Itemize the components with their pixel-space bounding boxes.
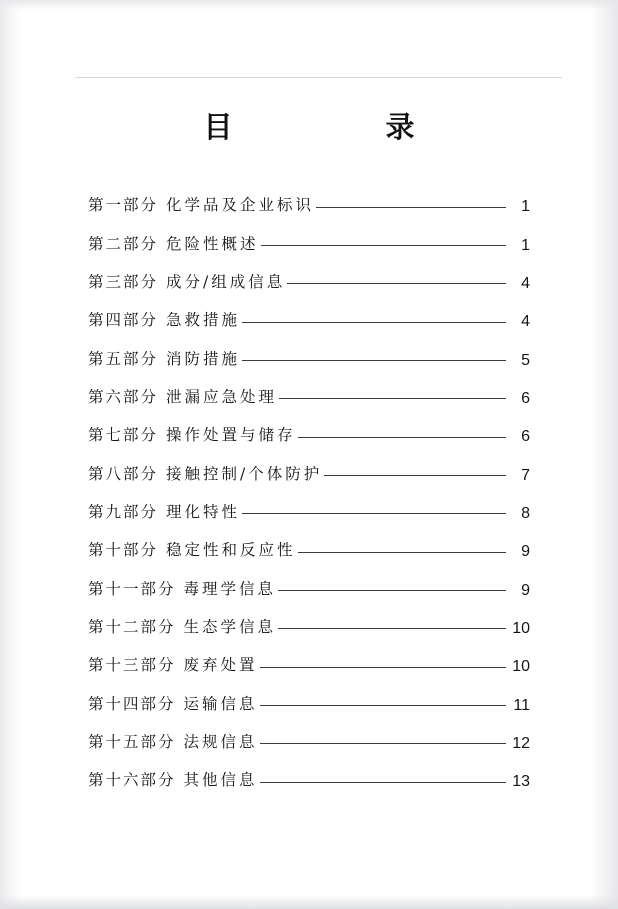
toc-section-name: 危险性概述	[166, 234, 259, 253]
toc-part-label: 第七部分	[88, 426, 159, 445]
toc-section-name: 操作处置与储存	[166, 426, 296, 445]
toc-entry-9	[88, 493, 530, 531]
toc-page-number: 10	[512, 619, 530, 637]
toc-page-number: 1	[521, 236, 530, 254]
toc-part-label: 第十六部分	[88, 771, 176, 790]
toc-part-label: 第十五部分	[88, 732, 176, 751]
toc-page-number: 13	[512, 773, 530, 791]
toc-entry-15	[88, 723, 530, 761]
toc-page-number: 5	[521, 351, 530, 369]
toc-section-name: 稳定性和反应性	[166, 541, 296, 560]
toc-leader-line	[242, 360, 506, 361]
toc-leader-line	[298, 437, 506, 438]
toc-page-number: 4	[521, 313, 530, 331]
header-rule	[75, 77, 562, 78]
toc-section-name: 理化特性	[166, 502, 241, 521]
toc-page-number: 8	[521, 504, 530, 522]
toc-leader-line	[242, 513, 506, 514]
toc-entry-8	[88, 454, 530, 492]
toc-entry-14	[88, 684, 530, 722]
toc-part-label: 第一部分	[88, 196, 159, 215]
toc-page-number: 9	[521, 543, 530, 561]
toc-leader-line	[287, 283, 506, 284]
toc-leader-line	[278, 590, 506, 591]
toc-leader-line	[278, 628, 506, 629]
toc-leader-line	[260, 667, 506, 668]
toc-entry-3	[88, 263, 530, 301]
toc-leader-line	[260, 705, 506, 706]
page-top-shadow	[0, 0, 618, 10]
toc-entry-16	[88, 761, 530, 799]
toc-leader-line	[279, 398, 506, 399]
page-bottom-shadow	[0, 895, 618, 909]
toc-page-number: 1	[521, 198, 530, 216]
toc-page-number: 6	[521, 389, 530, 407]
toc-leader-line	[316, 207, 506, 208]
toc-section-name: 其他信息	[183, 771, 258, 790]
toc-part-label: 第十二部分	[88, 617, 176, 636]
toc-section-name: 法规信息	[183, 732, 258, 751]
toc-part-label: 第十四部分	[88, 694, 176, 713]
toc-section-name: 毒理学信息	[183, 579, 277, 598]
toc-leader-line	[298, 552, 506, 553]
toc-entry-2	[88, 224, 530, 262]
toc-section-name: 化学品及企业标识	[166, 196, 315, 215]
toc-page-number: 10	[512, 658, 530, 676]
toc-section-name: 生态学信息	[183, 617, 277, 636]
toc-entry-11	[88, 569, 530, 607]
toc-part-label: 第二部分	[88, 234, 159, 253]
toc-part-label: 第五部分	[88, 349, 159, 368]
toc-entry-13	[88, 646, 530, 684]
toc-entry-10	[88, 531, 530, 569]
toc-page-number: 7	[521, 466, 530, 484]
toc-part-label: 第九部分	[88, 502, 159, 521]
toc-section-name: 急救措施	[166, 311, 241, 330]
toc-entry-4	[88, 301, 530, 339]
toc-leader-line	[242, 322, 506, 323]
toc-part-label: 第八部分	[88, 464, 159, 483]
toc-part-label: 第三部分	[88, 272, 159, 291]
toc-section-name: 成分/组成信息	[166, 272, 286, 291]
page-title: 目 录	[203, 110, 477, 144]
toc-section-name: 消防措施	[166, 349, 241, 368]
toc-leader-line	[260, 743, 506, 744]
toc-part-label: 第十部分	[88, 541, 159, 560]
toc-leader-line	[324, 475, 506, 476]
toc-page-number: 4	[521, 274, 530, 292]
toc-leader-line	[261, 245, 506, 246]
toc-entry-12	[88, 608, 530, 646]
table-of-contents	[88, 186, 530, 800]
toc-page-number: 12	[512, 734, 530, 752]
toc-section-name: 废弃处置	[183, 656, 258, 675]
toc-section-name: 接触控制/个体防护	[166, 464, 323, 483]
toc-entry-5	[88, 339, 530, 377]
toc-section-name: 运输信息	[183, 694, 258, 713]
toc-entry-7	[88, 416, 530, 454]
toc-part-label: 第六部分	[88, 387, 159, 406]
toc-page-number: 9	[521, 581, 530, 599]
toc-page-number: 11	[513, 696, 530, 714]
toc-section-name: 泄漏应急处理	[166, 387, 278, 406]
toc-part-label: 第十三部分	[88, 656, 176, 675]
toc-entry-6	[88, 378, 530, 416]
toc-part-label: 第十一部分	[88, 579, 176, 598]
toc-leader-line	[260, 782, 506, 783]
toc-entry-1	[88, 186, 530, 224]
toc-part-label: 第四部分	[88, 311, 159, 330]
toc-page-number: 6	[521, 428, 530, 446]
